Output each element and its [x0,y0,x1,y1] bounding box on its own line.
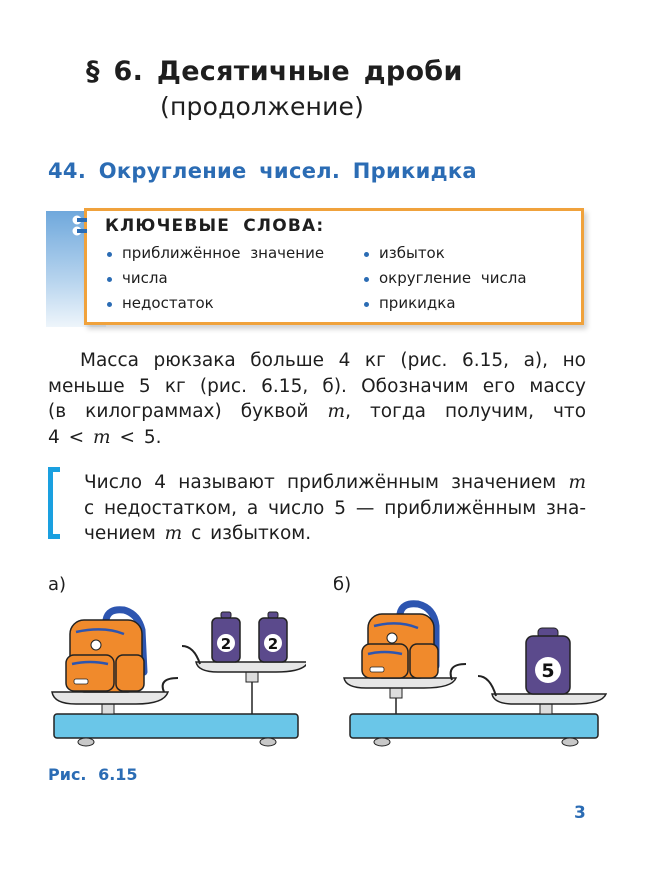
weight-icon [259,612,287,662]
backpack-icon [66,610,144,692]
chapter-title: § 6. Десятичные дроби [86,56,463,87]
section-title: 44. Округление чисел. Прикидка [48,159,477,183]
figure-b-label: б) [333,574,352,595]
backpack-icon [362,604,438,678]
definition-bracket [48,467,60,539]
math-variable: m [568,472,586,493]
keyword-item: избыток [362,241,527,266]
math-variable: m [164,523,183,544]
math-variable: m [93,426,111,448]
keyword-item: числа [105,266,324,291]
page-number: 3 [574,803,586,823]
bullet-icon [107,277,112,282]
bullet-icon [364,252,369,257]
math-variable: m [327,401,346,422]
svg-text:2: 2 [267,635,279,653]
scale-illustration-b [340,600,610,750]
svg-text:5: 5 [541,660,555,682]
keyword-item: прикидка [362,291,527,316]
keywords-box [84,208,584,325]
bullet-icon [107,302,112,307]
keywords-list-left [105,241,324,316]
bullet-icon [364,302,369,307]
keywords-title: КЛЮЧЕВЫЕ СЛОВА: [105,216,325,236]
weight-icon [212,612,240,662]
keywords-list-right [362,241,527,316]
chapter-subtitle: (продолжение) [160,92,365,121]
keyword-item: округление числа [362,266,527,291]
binder-rings-icon [72,215,88,237]
figure-caption: Рис. 6.15 [48,765,138,784]
figure-a-label: а) [48,574,67,595]
bullet-icon [364,277,369,282]
definition-block: Число 4 называют приближённым значением m с недостатком, а число 5 — приближённым зна- чением m с избытком. [84,472,586,544]
svg-text:2: 2 [220,635,232,653]
keyword-item: приближённое значение [105,241,324,266]
body-paragraph: Масса рюкзака больше 4 кг (рис. 6.15, а), но меньше 5 кг (рис. 6.15, б). Обозначим его массу (в килограммах) буквой m, тогда получим, что 4 < m < 5. [48,350,587,448]
keyword-item: недостаток [105,291,324,316]
scale-illustration-a [46,600,306,750]
weight-icon [526,628,570,694]
bullet-icon [107,252,112,257]
